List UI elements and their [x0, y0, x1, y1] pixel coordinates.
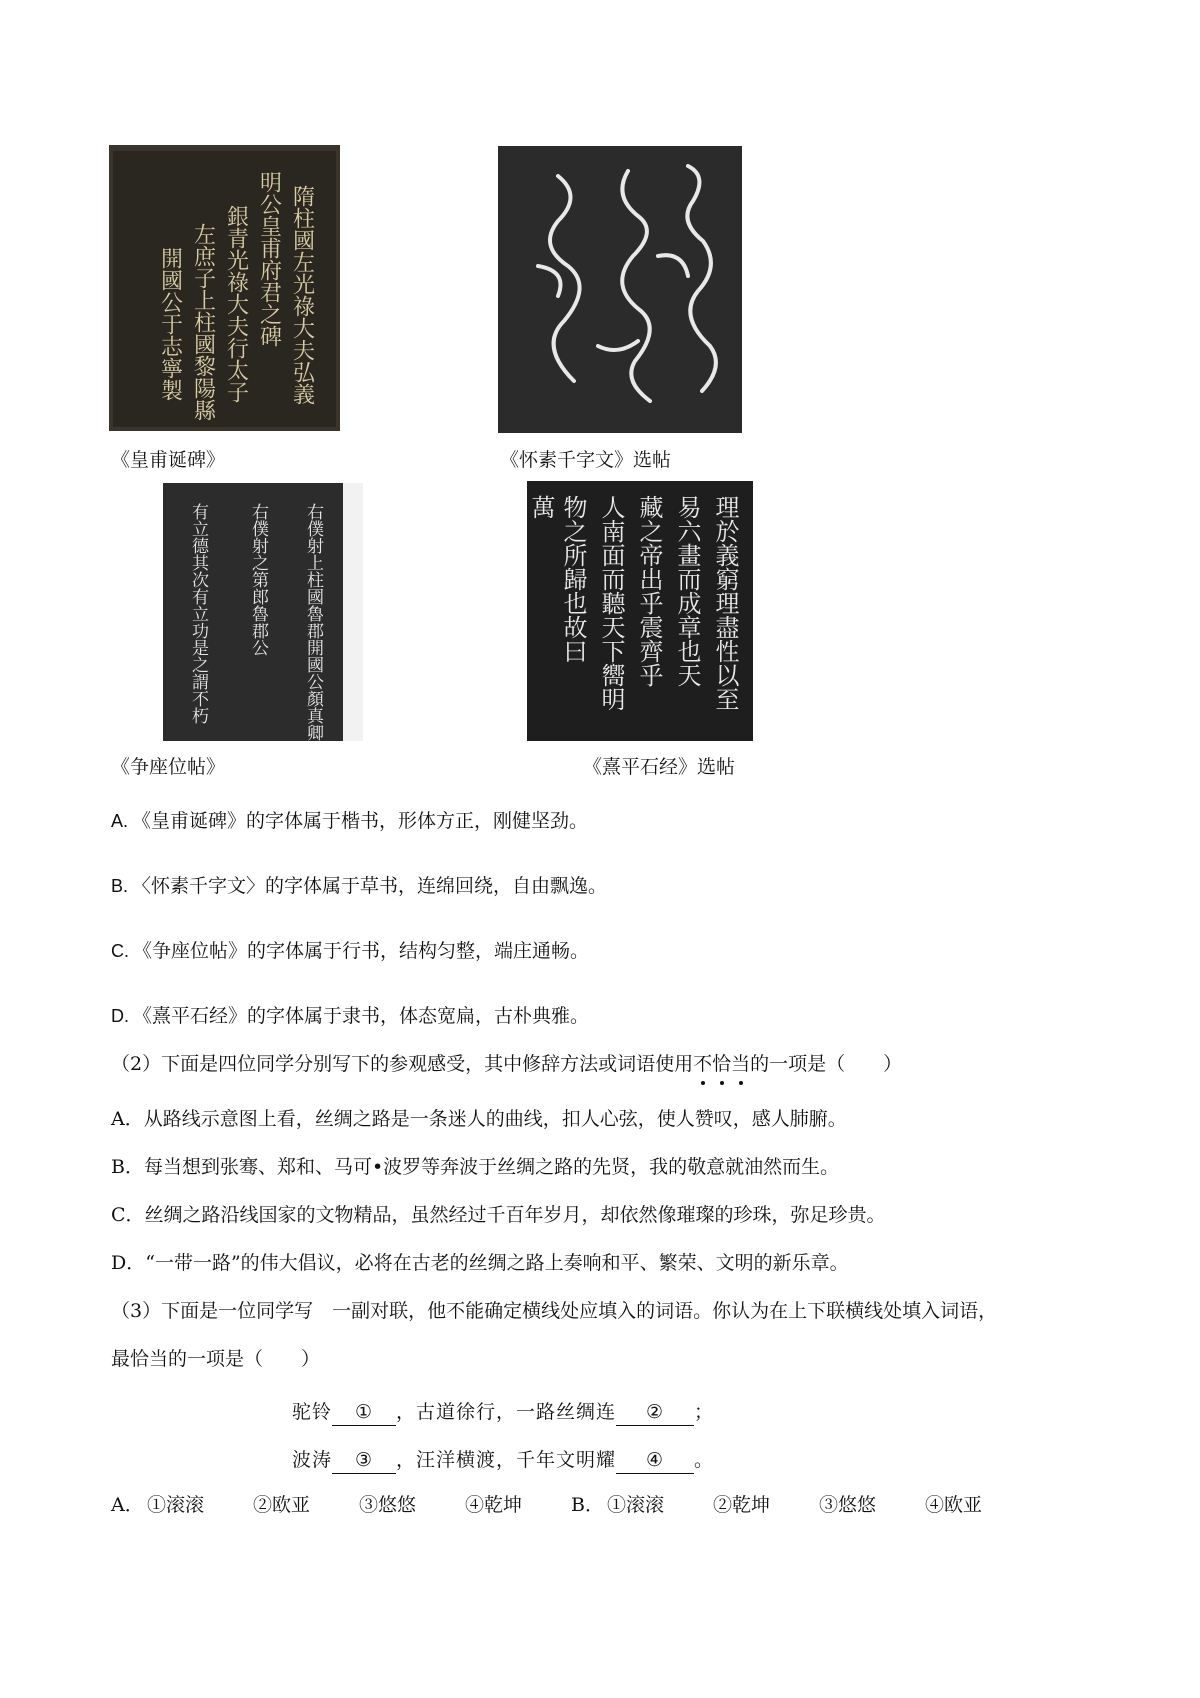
blank-3[interactable]: ③ [332, 1447, 396, 1474]
svg-text:左庶子上柱國黎陽縣: 左庶子上柱國黎陽縣 [190, 223, 216, 421]
q2-option-a[interactable]: A．从路线示意图上看，丝绸之路是一条迷人的曲线，扣人心弦，使人赞叹，感人肺腑。 [111, 1108, 847, 1130]
q3-option-b-item: ①滚滚 [607, 1494, 665, 1516]
q3-stem-line1: （3）下面是一位同学写 一副对联，他不能确定横线处应填入的词语。你认为在上下联横线处填入词语， [111, 1300, 998, 1322]
svg-text:萬: 萬 [527, 495, 555, 519]
figure-huaisu-qianziwen [498, 146, 742, 433]
q2-option-c[interactable]: C．丝绸之路沿线国家的文物精品，虽然经过千百年岁月，却依然像璀璨的珍珠，弥足珍贵。 [111, 1204, 886, 1226]
q2-option-d[interactable]: D．“一带一路”的伟大倡议，必将在古老的丝绸之路上奏响和平、繁荣、文明的新乐章。 [111, 1252, 849, 1274]
svg-text:明公皇甫府君之碑: 明公皇甫府君之碑 [256, 171, 282, 347]
figure-xiping-shijing [527, 481, 753, 741]
svg-text:物之所歸也故曰: 物之所歸也故曰 [559, 495, 587, 663]
huangfudan-stele-image [109, 145, 340, 431]
svg-text:隋柱國左光祿大夫弘義: 隋柱國左光祿大夫弘義 [289, 185, 315, 405]
zhengzuowei-image [163, 483, 363, 741]
caption-huangfudan: 《皇甫诞碑》 [111, 449, 226, 471]
q3-option-b-item: ②乾坤 [713, 1494, 771, 1516]
svg-text:有立德其次有立功是之謂不朽: 有立德其次有立功是之謂不朽 [188, 503, 208, 724]
svg-text:理於義窮理盡性以至: 理於義窮理盡性以至 [711, 495, 739, 711]
figure-huangfudan-stele [109, 145, 340, 431]
q3-stem-line2: 最恰当的一项是（ ） [111, 1348, 321, 1370]
q3-option-a-letter[interactable]: A． [111, 1494, 144, 1516]
huaisu-qianziwen-image [498, 146, 742, 433]
q3-option-a-item: ④乾坤 [465, 1494, 523, 1516]
svg-text:開國公于志寧製: 開國公于志寧製 [157, 247, 183, 401]
q3-option-b-item: ③悠悠 [819, 1494, 877, 1516]
caption-huaisu: 《怀素千字文》选帖 [500, 449, 672, 471]
xiping-shijing-image [527, 481, 753, 741]
q2-stem: （2）下面是四位同学分别写下的参观感受，其中修辞方法或词语使用不恰当的一项是（ ） [111, 1053, 903, 1075]
q1-option-d[interactable]: D. 《熹平石经》的字体属于隶书，体态宽扁，古朴典雅。 [111, 1005, 590, 1027]
svg-text:右僕射之第郎魯郡公: 右僕射之第郎魯郡公 [248, 503, 268, 656]
q1-option-a[interactable]: A. 《皇甫诞碑》的字体属于楷书，形体方正，刚健坚劲。 [111, 810, 589, 832]
svg-text:藏之帝出乎震齊乎: 藏之帝出乎震齊乎 [635, 495, 663, 687]
svg-text:易六畫而成章也天: 易六畫而成章也天 [673, 495, 701, 687]
q1-option-b[interactable]: B. 〈怀素千字文〉的字体属于草书，连绵回绕，自由飘逸。 [111, 875, 608, 897]
q3-option-b-item: ④欧亚 [925, 1494, 983, 1516]
blank-1[interactable]: ① [332, 1399, 396, 1426]
couplet-lower: 波涛 ③ ，汪洋横渡，千年文明耀 ④ 。 [292, 1447, 714, 1474]
q3-option-a-item: ①滚滚 [147, 1494, 205, 1516]
caption-zhengzuowei: 《争座位帖》 [111, 756, 226, 778]
blank-2[interactable]: ② [616, 1399, 694, 1426]
figure-zhengzuowei [163, 483, 363, 741]
svg-text:銀青光祿大夫行太子: 銀青光祿大夫行太子 [223, 205, 249, 403]
q3-option-a-item: ③悠悠 [359, 1494, 417, 1516]
couplet-upper: 驼铃 ① ，古道徐行，一路丝绸连 ② ； [292, 1399, 714, 1426]
caption-xiping: 《熹平石经》选帖 [583, 756, 736, 778]
q3-option-b-letter[interactable]: B． [571, 1494, 604, 1516]
q2-option-b[interactable]: B．每当想到张骞、郑和、马可•波罗等奔波于丝绸之路的先贤，我的敬意就油然而生。 [111, 1156, 840, 1178]
svg-text:人南面而聽天下嚮明: 人南面而聽天下嚮明 [597, 495, 625, 711]
q3-option-a-item: ②欧亚 [253, 1494, 311, 1516]
svg-text:右僕射上柱國魯郡開國公顏真卿: 右僕射上柱國魯郡開國公顏真卿 [303, 503, 323, 741]
q1-option-c[interactable]: C. 《争座位帖》的字体属于行书，结构匀整，端庄通畅。 [111, 940, 590, 962]
blank-4[interactable]: ④ [616, 1447, 694, 1474]
